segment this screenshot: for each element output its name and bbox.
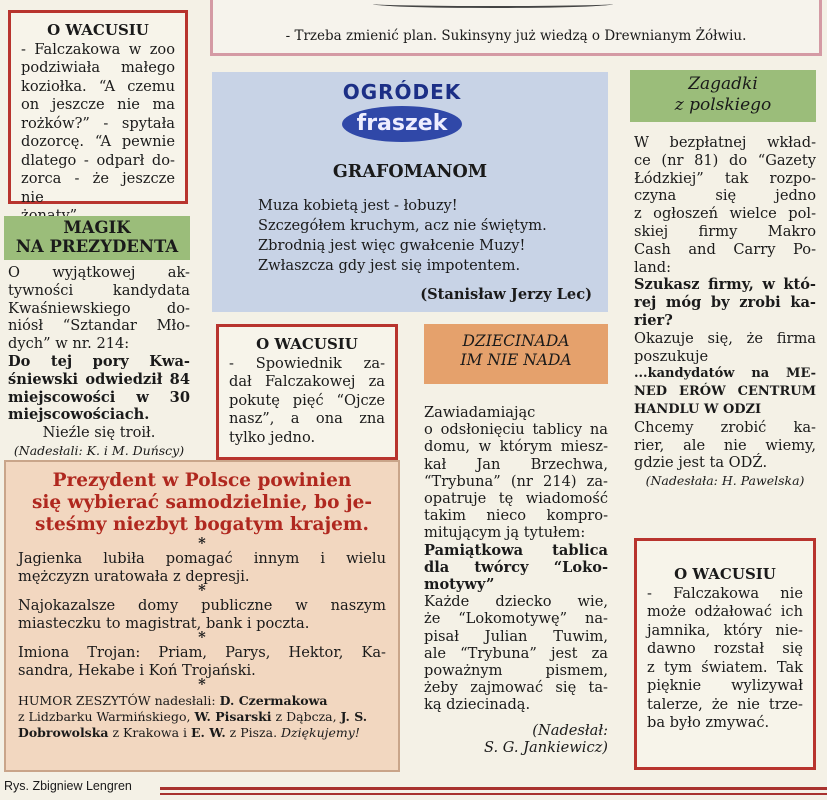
magik-quote <box>8 353 190 424</box>
wacusiu-box-3 <box>634 538 816 770</box>
cartoon-drawing-edge <box>373 0 613 8</box>
dziecinada-article <box>424 404 608 756</box>
credit-thanks: Dziękujemy! <box>281 725 360 740</box>
dziecinada-text-2 <box>424 593 608 713</box>
text-line: Szukasz firmy, w któ- <box>634 276 816 294</box>
text-line: jamnika, który nie- <box>647 621 803 639</box>
footer-credit: Rys. Zbigniew Lengren <box>4 779 132 793</box>
text-line: HANDLU W ODZI <box>634 401 762 417</box>
text-line: opatruje tę wiadomość <box>424 490 608 508</box>
text-line: pięknie wylizywał <box>647 677 803 694</box>
separator-star: * <box>198 676 206 693</box>
text-line: kał Jan Brzechwa, <box>424 455 608 473</box>
credit-name-3b: Dobrowolska <box>18 725 109 740</box>
text-line: tywności kandydata <box>8 281 190 299</box>
text-line: dych” w nr. 214: <box>8 335 130 353</box>
text-line: O wyjątkowej ak- <box>8 264 190 281</box>
text-line: dawno rozstał się <box>647 640 803 657</box>
humor-box <box>4 460 400 772</box>
text-line: Chcemy zrobić ka- <box>634 418 816 436</box>
text-line: miejscowościach. <box>8 406 150 424</box>
poem-text <box>258 196 598 276</box>
wacusiu-text <box>21 41 175 226</box>
text-line: Pamiątkowa tablica <box>424 541 608 559</box>
text-line: Okazuje się, że firma <box>634 329 816 347</box>
ograodek-logo <box>322 80 482 150</box>
text-line: dozorcę. “A pewnie <box>21 133 175 150</box>
text-line: niósł “Sztandar Mło- <box>8 317 190 335</box>
humor-items <box>18 535 386 693</box>
text-line: czyna się jedno <box>634 187 816 205</box>
cartoon-frame <box>210 0 822 56</box>
dziecinada-credit-2: S. G. Jankiewicz) <box>484 738 608 756</box>
text-line: zorca - że jeszcze nie <box>21 170 175 206</box>
wacusiu3-title: O WACUSIU <box>674 565 776 583</box>
text-line: poważnym pismem, <box>424 662 608 680</box>
dziecinada-title <box>424 324 608 384</box>
text-line: o odsłonięciu tablicy na <box>424 421 608 439</box>
text-line: W bezpłatnej wkład- <box>634 134 816 151</box>
text-line: rier, ale nie wiemy, <box>634 436 816 454</box>
text-line: rożków?” - spytała <box>21 114 175 132</box>
text-line: rier? <box>634 311 673 329</box>
magik-text <box>8 264 190 353</box>
wacusiu2-title: O WACUSIU <box>256 335 358 353</box>
magik-article <box>8 264 190 460</box>
wacusiu-box-1 <box>8 10 188 204</box>
magik-after: Nieźle się troił. <box>42 424 156 442</box>
zagadki-quote-1 <box>634 276 816 329</box>
text-line: Kwaśniewskiego do- <box>8 299 190 317</box>
text-line: on jeszcze nie ma <box>21 96 175 113</box>
credit-name-3: J. S. <box>340 709 368 724</box>
credit-text-1: z Lidzbarku Warmińskiego, <box>18 709 195 724</box>
zagadki-text-3 <box>634 419 816 472</box>
footer-rule-2 <box>160 793 827 795</box>
wacusiu3-text <box>647 585 803 733</box>
text-line: NED ERÓW CENTRUM <box>634 384 816 400</box>
dziecinada-credit-1: (Nadesłał: <box>532 721 608 739</box>
humor-credit <box>18 693 386 741</box>
credit-text-2: z Dąbcza, <box>271 709 341 724</box>
magik-credit: (Nadesłali: K. i M. Duńscy) <box>13 442 185 458</box>
wacusiu-box-2 <box>216 324 398 460</box>
text-line: z tym światem. Tak <box>647 658 803 676</box>
dziecinada-quote <box>424 542 608 594</box>
text-line: z ogłoszeń wielce pol- <box>634 205 816 223</box>
separator-star: * <box>198 535 206 552</box>
text-line: - Spowiednik za- <box>229 354 385 372</box>
separator-star: * <box>198 629 206 646</box>
zagadki-title-line2: z polskiego <box>674 95 772 115</box>
text-line: ale “Trybuna” jest za <box>424 644 608 662</box>
poem-line: Muza kobietą jest - łobuzy! <box>258 197 458 214</box>
text-line: dlatego - odparł do- <box>21 151 175 169</box>
dziecinada-text <box>424 404 608 542</box>
separator-star: * <box>198 582 206 599</box>
wacusiu-title: O WACUSIU <box>47 21 149 39</box>
text-line: tylko jedno. <box>229 428 316 446</box>
text-line: pisał Julian Tuwim, <box>424 627 608 645</box>
text-line: dla twórcy “Loko- <box>424 558 608 576</box>
text-line: ba było zmywać. <box>647 714 770 731</box>
humor-headline <box>18 470 386 536</box>
text-line: miejscowości w 30 <box>8 388 190 406</box>
dziecinada-title-line1: DZIECINADA <box>462 332 570 350</box>
text-line: talerze, że nie trze- <box>647 695 803 713</box>
cartoon-caption: - Trzeba zmienić plan. Sukinsyny już wiedzą o Drewnianym Żółwiu. <box>285 28 747 44</box>
zagadki-text <box>634 134 816 276</box>
text-line: gdzie jest ta ODŹ. <box>634 454 768 472</box>
credit-prefix: HUMOR ZESZYTÓW nadesłali: <box>18 693 220 708</box>
footer-rule <box>160 787 827 790</box>
text-line: ...kandydatów na ME- <box>634 366 816 382</box>
text-line: Łódzkiej” tak rozpo- <box>634 169 816 187</box>
humor-item-line: sandra, Hekabe i Koń Trojański. <box>18 661 256 679</box>
text-line: dał Falczakowej za <box>229 373 385 390</box>
logo-bottom-text: fraszek <box>342 106 462 142</box>
zagadki-text-2 <box>634 330 816 366</box>
poem-author: (Stanisław Jerzy Lec) <box>420 286 592 303</box>
ograodek-box <box>212 72 608 312</box>
humor-item-line: Najokazalsze domy publiczne w naszym <box>18 597 386 614</box>
dziecinada-title-line2: IM NIE NADA <box>460 351 572 369</box>
zagadki-article <box>634 134 816 490</box>
text-line: skiej firmy Makro <box>634 222 816 240</box>
text-line: ką dziecinadą. <box>424 696 531 714</box>
logo-top-text: OGRÓDEK <box>342 80 462 104</box>
humor-item-line: Jagienka lubiła pomagać innym i wielu <box>18 550 386 567</box>
text-line: - Falczakowa nie <box>647 584 803 602</box>
magik-title-line2: NA PREZYDENTA <box>15 237 179 256</box>
magik-title-line1: MAGIK <box>63 218 131 237</box>
text-line: śniewski odwiedził 84 <box>8 370 190 388</box>
text-line: ce (nr 81) do “Gazety <box>634 151 816 169</box>
text-line: żeby zajmować się ta- <box>424 679 608 697</box>
text-line: może odżałować ich <box>647 603 803 620</box>
poem-title: GRAFOMANOM <box>332 162 488 182</box>
zagadki-title-line1: Zagadki <box>688 74 758 94</box>
text-line: koziołka. “A czemu <box>21 77 175 95</box>
wacusiu2-text <box>229 355 385 448</box>
text-line: mitującym ją tytułem: <box>424 524 586 542</box>
humor-item-line: Imiona Trojan: Priam, Parys, Hektor, Ka- <box>18 644 386 661</box>
text-line: Cash and Carry Po- <box>634 240 816 258</box>
humor-item-line: miasteczku to magistrat, bank i poczta. <box>18 614 310 632</box>
headline-line: steśmy niezbyt bogatym krajem. <box>35 514 369 535</box>
zagadki-title <box>630 70 816 122</box>
text-line: takim nieco kompro- <box>424 507 608 525</box>
text-line: Zawiadamiając <box>424 404 536 421</box>
text-line: że “Lokomotywę” na- <box>424 610 608 628</box>
text-line: podziwiała małego <box>21 59 175 76</box>
text-line: motywy” <box>424 576 495 594</box>
text-line: Każde dziecko wie, <box>424 593 608 611</box>
zagadki-quote-2 <box>634 365 816 418</box>
credit-name-1: D. Czermakowa <box>219 693 328 708</box>
credit-name-2: W. Pisarski <box>194 709 272 724</box>
humor-item-line: mężczyzn uratowała z depresji. <box>18 567 250 585</box>
text-line: domu, w którym miesz- <box>424 438 608 456</box>
text-line: land: <box>634 258 672 276</box>
credit-text-4: z Pisza. <box>225 725 282 740</box>
text-line: nasz”, a ona zna <box>229 410 385 427</box>
zagadki-credit: (Nadesłała: H. Pawelska) <box>645 473 805 489</box>
text-line: - Falczakowa w zoo <box>21 40 175 58</box>
headline-line: się wybierać samodzielnie, bo je- <box>31 492 373 513</box>
text-line: pokutę pięć “Ojcze <box>229 391 385 409</box>
poem-line: Szczegółem kruchym, acz nie świętym. <box>258 217 547 234</box>
poem-line: Zbrodnią jest więc gwałcenie Muzy! <box>258 237 526 254</box>
text-line: poszukuje <box>634 347 709 365</box>
credit-text-3: z Krakowa i <box>108 725 191 740</box>
credit-name-4: E. W. <box>191 725 226 740</box>
poem-line: Zwłaszcza gdy jest się impotentem. <box>258 257 521 274</box>
text-line: “Trybuna” (nr 214) za- <box>424 472 608 490</box>
text-line: Do tej pory Kwa- <box>8 352 190 370</box>
magik-title <box>4 216 190 260</box>
text-line: rej móg by zrobi ka- <box>634 294 816 312</box>
headline-line: Prezydent w Polsce powinien <box>52 470 352 491</box>
